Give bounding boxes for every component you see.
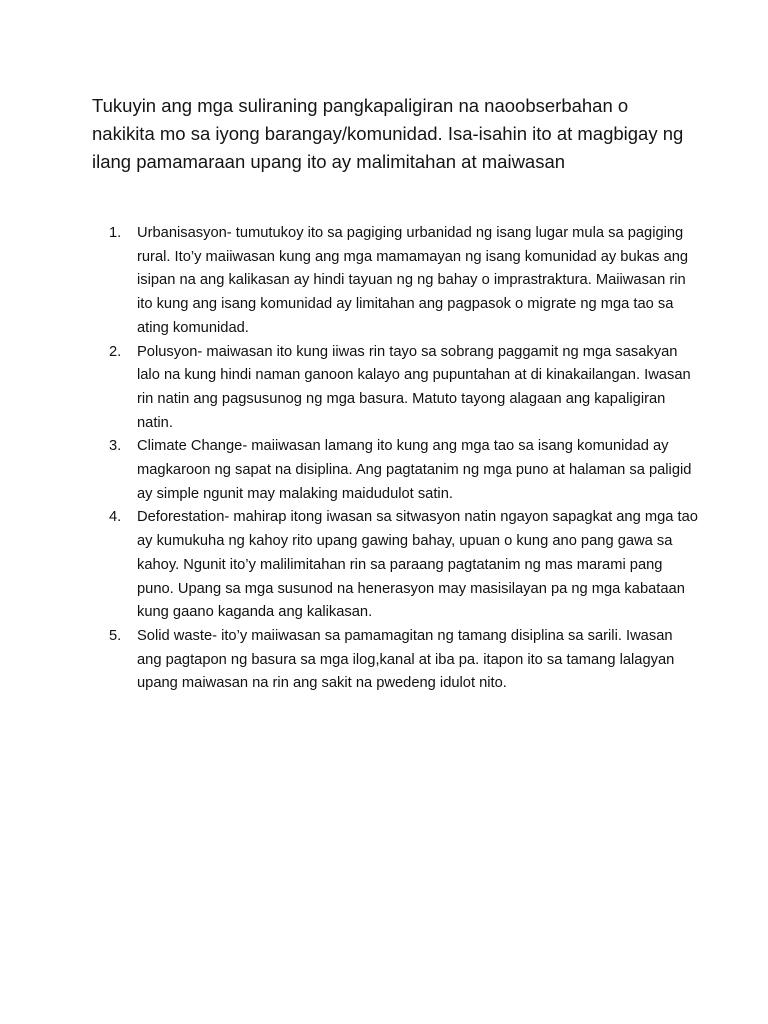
list-item-number: 1. — [109, 225, 122, 241]
list-item-number: 2. — [109, 343, 122, 360]
list-item-text: Urbanisasyon- tumutukoy ito sa pagiging urbanidad ng isang lugar mula sa pagiging rural. Ito’y maiiwasan kung ang mga mamamayan ng isang komunidad ay bukas ang isipan na ang kalikasan ay hindi tayuan ng ng bahay o imprastraktura. Maiiwasan rin ito kung ang isang komunidad ay limitahan ang pagpasok o migrate ng mga tao sa ating komunidad. — [137, 225, 689, 336]
list-item-text: Polusyon- maiwasan ito kung iiwas rin tayo sa sobrang paggamit ng mga sasakyan lalo na kung hindi naman ganoon kalayo ang pupuntahan at di kinakailangan. Iwasan rin natin ang pagsusunog ng mga basura. Matuto tayong alagaan ang kapaligiran natin. — [137, 343, 691, 431]
list-item — [109, 222, 699, 341]
list-item — [109, 625, 699, 696]
list-item — [109, 435, 699, 506]
list-item — [109, 341, 699, 436]
list-item-number: 5. — [109, 627, 122, 644]
list-item-text: Deforestation- mahirap itong iwasan sa sitwasyon natin ngayon sapagkat ang mga tao ay kumukuha ng kahoy rito upang gawing bahay, upuan o kung ano pang gawa sa kahoy. Ngunit ito’y malilimitahan rin sa paraang pagtatanim ng mas marami pang puno. Upang sa mga susunod na henerasyon may masisilayan pa ng mga kabataan kung gaano kaganda ang kalikasan. — [137, 509, 698, 621]
list-item-number: 4. — [109, 509, 122, 526]
document-prompt: Tukuyin ang mga suliraning pangkapaligiran na naoobserbahan o nakikita mo sa iyong barangay/komunidad. Isa-isahin ito at magbigay ng ilang pamamaraan upang ito ay malimitahan at maiwasan — [92, 95, 684, 172]
list-item-text: Solid waste- ito’y maiiwasan sa pamamagitan ng tamang disiplina sa sarili. Iwasan ang pagtapon ng basura sa mga ilog,kanal at iba pa. itapon ito sa tamang lalagyan upang maiwasan na rin ang sakit na pwedeng idulot nito. — [137, 627, 675, 692]
list-item-text: Climate Change- maiiwasan lamang ito kung ang mga tao sa isang komunidad ay magkaroon ng sapat na disiplina. Ang pagtatanim ng mga puno at halaman sa paligid ay simple ngunit may malaking maidudulot satin. — [137, 438, 692, 502]
answer-list — [109, 222, 699, 696]
list-item-number: 3. — [109, 438, 122, 455]
list-item — [109, 506, 699, 625]
